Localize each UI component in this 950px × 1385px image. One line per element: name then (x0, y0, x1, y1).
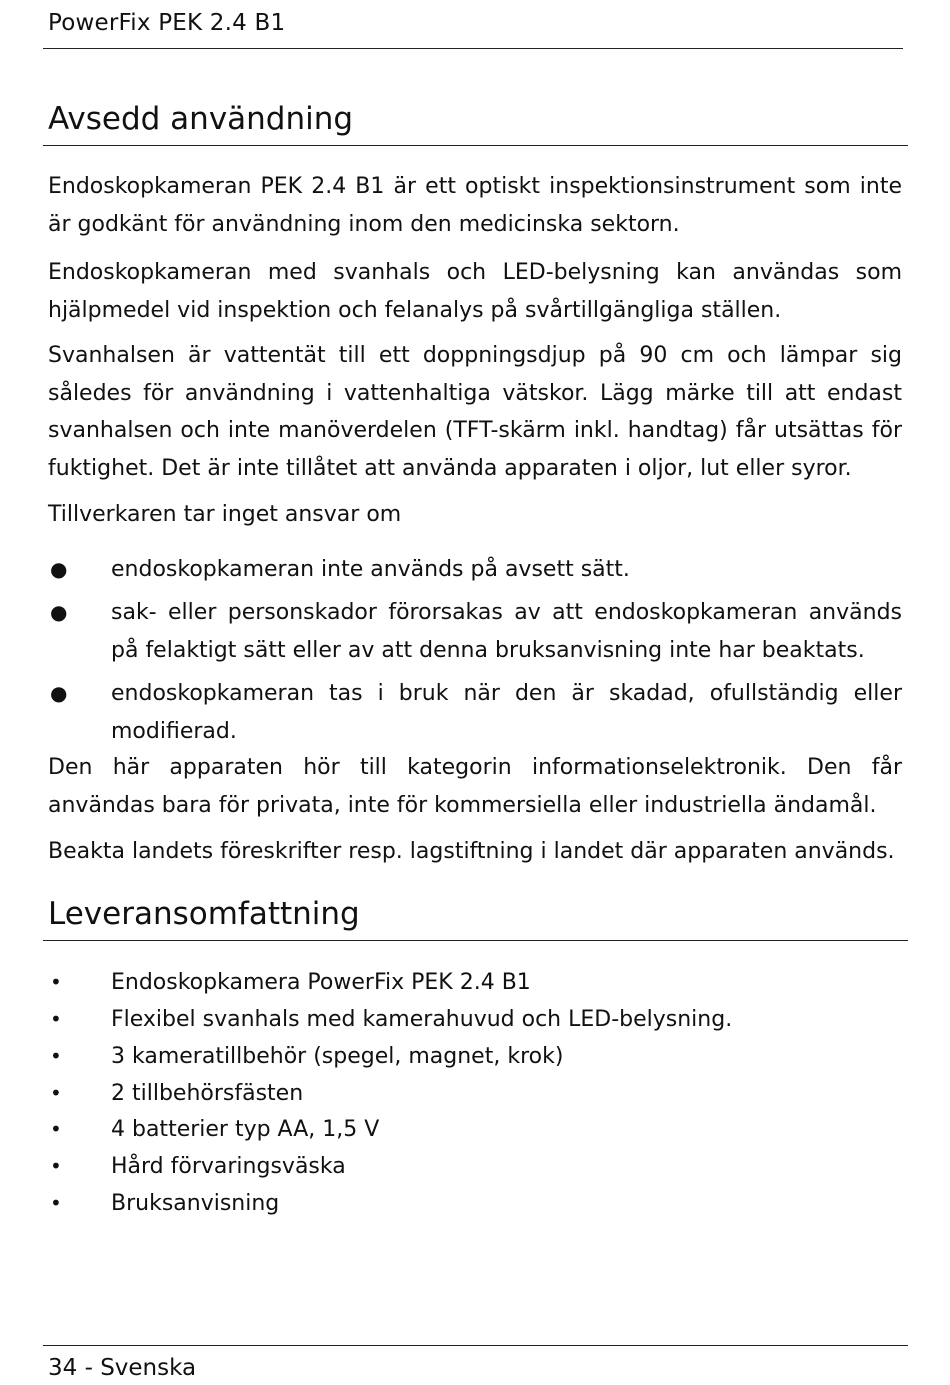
contents-item (48, 1001, 902, 1039)
liability-item (48, 551, 902, 589)
contents-item (48, 1038, 902, 1076)
liability-item (48, 675, 902, 750)
page-footer: 34 - Svenska (48, 1355, 197, 1381)
bullet-icon: • (50, 970, 62, 994)
contents-item (48, 964, 902, 1002)
liability-item-text: endoskopkameran inte används på avsett sätt. (111, 557, 630, 582)
footer-rule (43, 1345, 908, 1346)
usage-closing-paragraph-2: Beakta landets föreskrifter resp. lagstiftning i landet där apparaten används. (48, 839, 895, 864)
contents-item-text: Bruksanvisning (111, 1191, 280, 1216)
usage-paragraph-1: Endoskopkameran PEK 2.4 B1 är ett optiskt inspektionsinstrument som inte är godkänt för användning inom den medicinska sektorn. (48, 174, 902, 237)
section-title-usage: Avsedd användning (48, 101, 354, 137)
usage-paragraph-3: Svanhalsen är vattentät till ett doppningsdjup på 90 cm och lämpar sig således för användning i vattenhaltiga vätskor. Lägg märke till att endast svanhalsen och inte manöverdelen (TFT-skärm inkl. handtag) får utsättas för fuktighet. Det är inte tillåtet att använda apparaten i oljor, lut eller syror. (48, 343, 902, 481)
contents-item (48, 1148, 902, 1186)
liability-item (48, 594, 902, 669)
bullet-icon: • (50, 1117, 62, 1141)
bullet-icon: • (50, 1154, 62, 1178)
section-title-contents: Leveransomfattning (48, 896, 360, 932)
section-rule-usage (43, 145, 908, 146)
section-rule-contents (43, 940, 908, 941)
liability-item-text: endoskopkameran tas i bruk när den är skadad, ofullständig eller modifierad. (111, 681, 902, 744)
bullet-icon: ● (50, 600, 68, 624)
bullet-icon: • (50, 1081, 62, 1105)
contents-item (48, 1111, 902, 1149)
header-rule (43, 48, 903, 49)
bullet-icon: ● (50, 557, 68, 581)
running-header: PowerFix PEK 2.4 B1 (48, 10, 286, 36)
usage-paragraph-4: Tillverkaren tar inget ansvar om (48, 502, 402, 527)
contents-item (48, 1185, 902, 1223)
bullet-icon: • (50, 1007, 62, 1031)
contents-item-text: Hård förvaringsväska (111, 1154, 346, 1179)
contents-item-text: Endoskopkamera PowerFix PEK 2.4 B1 (111, 970, 531, 995)
bullet-icon: • (50, 1044, 62, 1068)
contents-item-text: 4 batterier typ AA, 1,5 V (111, 1117, 380, 1142)
contents-item (48, 1075, 902, 1113)
contents-item-text: 2 tillbehörsfästen (111, 1081, 304, 1106)
liability-item-text: sak- eller personskador förorsakas av att endoskopkameran används på felaktigt sätt eller av att denna bruksanvisning inte har beaktats. (111, 600, 902, 663)
bullet-icon: • (50, 1191, 62, 1215)
contents-item-text: Flexibel svanhals med kamerahuvud och LED-belysning. (111, 1007, 733, 1032)
contents-item-text: 3 kameratillbehör (spegel, magnet, krok) (111, 1044, 564, 1069)
usage-paragraph-2: Endoskopkameran med svanhals och LED-belysning kan användas som hjälpmedel vid inspektion och felanalys på svårtillgängliga ställen. (48, 260, 902, 323)
usage-closing-paragraph-1: Den här apparaten hör till kategorin informationselektronik. Den får användas bara för privata, inte för kommersiella eller industriella ändamål. (48, 755, 902, 818)
bullet-icon: ● (50, 681, 68, 705)
